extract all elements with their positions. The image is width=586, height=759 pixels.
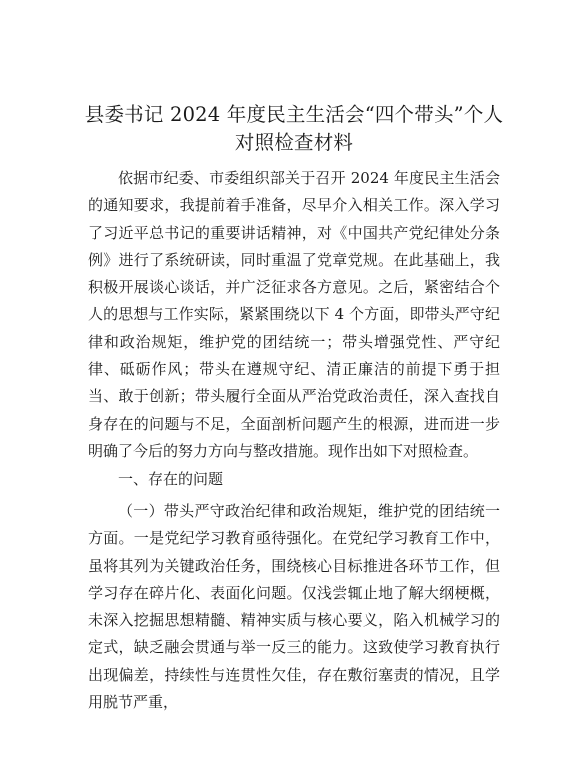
intro-paragraph: 依据市纪委、市委组织部关于召开 2024 年度民主生活会的通知要求，我提前着手准备，尽早介入相关工作。深入学习了习近平总书记的重要讲话精神，对《中国共产党纪律处分条例》进行了系统研读，同时重温了党章党规。在此基础上，我积极开展谈心谈话，并广泛征求各方意见。之后，紧密结合个人的思想与工作实际，紧紧围绕以下 4 个方面，即带头严守纪律和政治规矩，维护党的团结统一；带头增强党性、严守纪律、砥砺作风；带头在遵规守纪、清正廉洁的前提下勇于担当、敢于创新；带头履行全面从严治党政治责任，深入查找自身存在的问题与不足，全面剖析问题产生的根源，进而进一步明确了今后的努力方向与整改措施。现作出如下对照检查。 (88, 169, 500, 460)
section-heading: 一、存在的问题 (118, 470, 224, 488)
section-paragraph: （一）带头严守政治纪律和政治规矩，维护党的团结统一方面。一是党纪学习教育亟待强化。在党纪学习教育工作中，虽将其列为关键政治任务，围绕核心目标推进各环节工作，但学习存在碎片化、表面化问题。仅浅尝辄止地了解大纲梗概，未深入挖掘思想精髓、精神实质与核心要义，陷入机械学习的定式，缺乏融会贯通与举一反三的能力。这致使学习教育执行出现偏差，持续性与连贯性欠佳，存在敷衍塞责的情况，且学用脱节严重， (88, 502, 500, 712)
document-title: 县委书记 2024 年度民主生活会“四个带头”个人对照检查材料 (84, 103, 504, 154)
